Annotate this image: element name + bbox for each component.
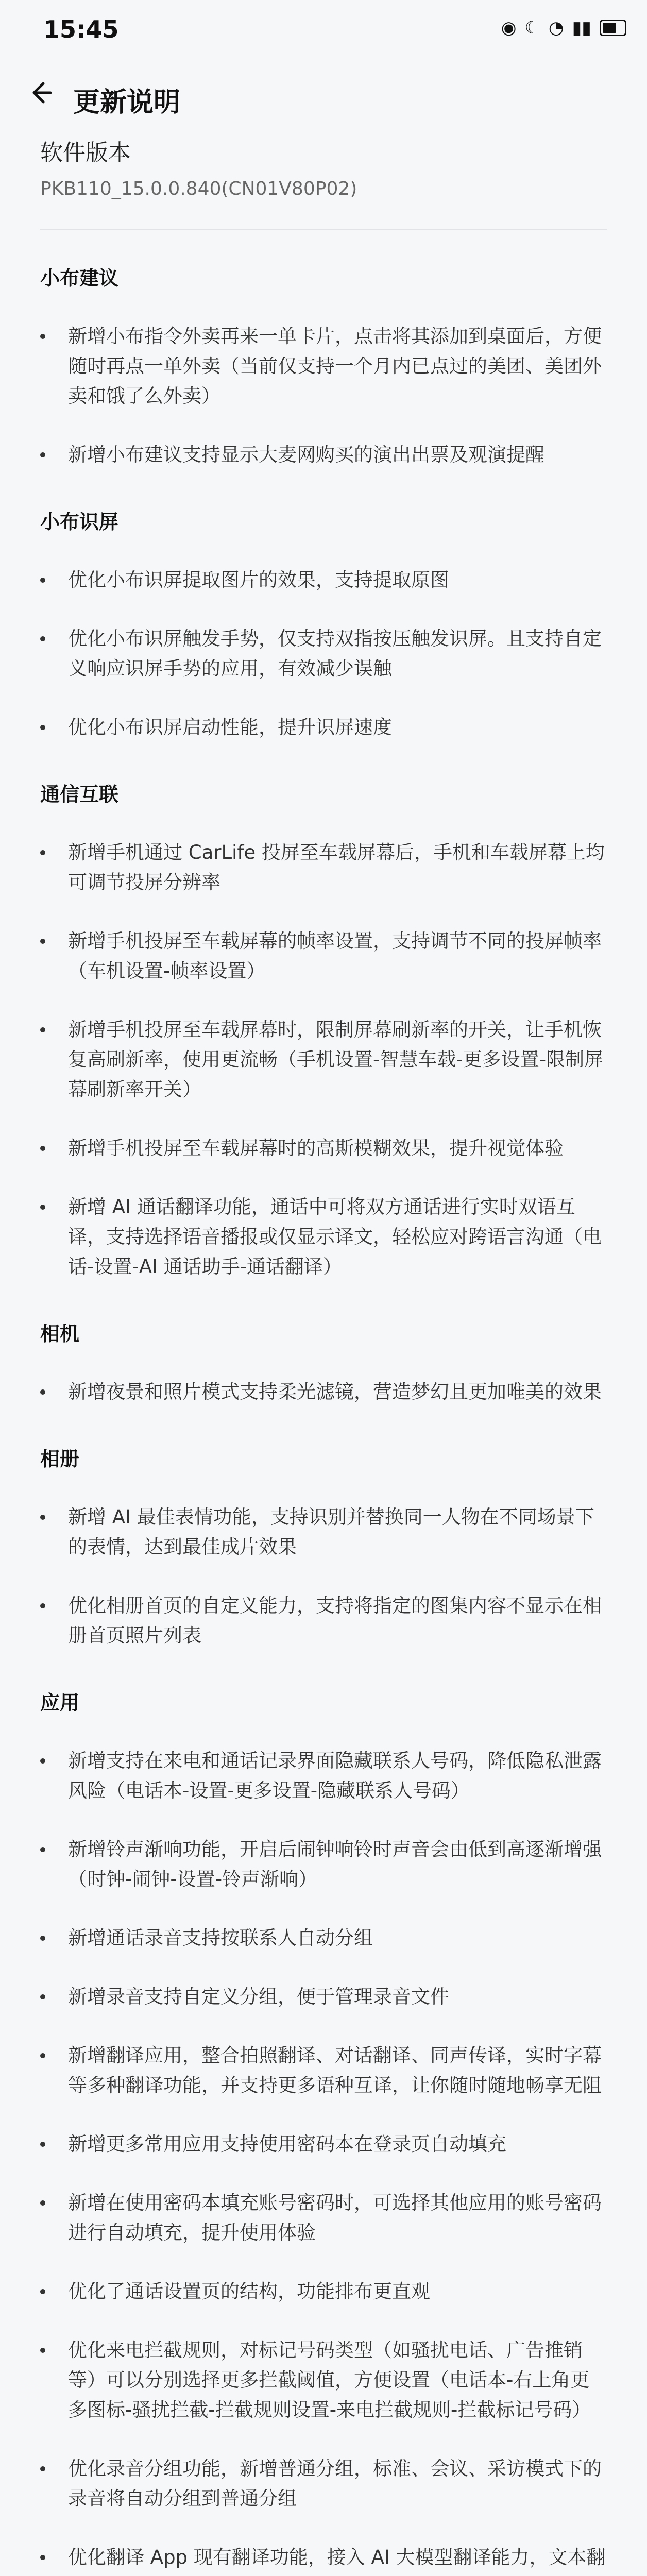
- version-value: PKB110_15.0.0.840(CN01V80P02): [40, 178, 357, 199]
- list-item: 优化小布识屏触发手势，仅支持双指按压触发识屏。且支持自定义响应识屏手势的应用，有效减少误触: [40, 624, 607, 684]
- list-item: 优化录音分组功能，新增普通分组，标准、会议、采访模式下的录音将自动分组到普通分组: [40, 2454, 607, 2514]
- list-item: 优化小布识屏启动性能，提升识屏速度: [40, 713, 607, 742]
- list-item: 新增小布指令外卖再来一单卡片，点击将其添加到桌面后，方便随时再点一单外卖（当前仅支持一个月内已点过的美团、美团外卖和饿了么外卖）: [40, 321, 607, 411]
- back-arrow-icon[interactable]: [25, 77, 56, 108]
- list-item: 新增手机投屏至车载屏幕的帧率设置，支持调节不同的投屏帧率（车机设置-帧率设置）: [40, 926, 607, 986]
- list-item: 新增翻译应用，整合拍照翻译、对话翻译、同声传译，实时字幕等多种翻译功能，并支持更多语种互译，让你随时随地畅享无阻: [40, 2041, 607, 2100]
- status-icons: [501, 18, 626, 38]
- list-item: 新增手机通过 CarLife 投屏至车载屏幕后，手机和车载屏幕上均可调节投屏分辨率: [40, 838, 607, 897]
- list-item: 新增铃声渐响功能，开启后闹钟响铃时声音会由低到高逐渐增强（时钟-闹钟-设置-铃声渐响）: [40, 1835, 607, 1894]
- list-item: 新增小布建议支持显示大麦网购买的演出出票及观演提醒: [40, 440, 607, 470]
- sections-container: [40, 262, 607, 2576]
- do-not-disturb-icon: ☾: [524, 18, 540, 38]
- list-item: 新增通话录音支持按联系人自动分组: [40, 1923, 607, 1953]
- section-title: 通信互联: [40, 783, 119, 806]
- list-item: 优化了通话设置页的结构，功能排布更直观: [40, 2277, 607, 2307]
- list-item: 新增在使用密码本填充账号密码时，可选择其他应用的账号密码进行自动填充，提升使用体验: [40, 2188, 607, 2248]
- status-time: 15:45: [43, 15, 119, 43]
- signal-icon: ▮▮: [572, 18, 591, 38]
- section-title: 应用: [40, 1691, 80, 1714]
- release-notes: [0, 134, 647, 2576]
- section-title: 相册: [40, 1448, 80, 1470]
- list-item: 新增夜景和照片模式支持柔光滤镜，营造梦幻且更加唯美的效果: [40, 1377, 607, 1407]
- section-title: 小布识屏: [40, 511, 119, 533]
- list-item: 优化相册首页的自定义能力，支持将指定的图集内容不显示在相册首页照片列表: [40, 1591, 607, 1651]
- list-item: 新增手机投屏至车载屏幕时的高斯模糊效果，提升视觉体验: [40, 1133, 607, 1163]
- section-title: 小布建议: [40, 267, 119, 290]
- list-item: 新增支持在来电和通话记录界面隐藏联系人号码，降低隐私泄露风险（电话本-设置-更多设置-隐藏联系人号码）: [40, 1746, 607, 1806]
- list-item: 新增录音支持自定义分组，便于管理录音文件: [40, 1982, 607, 2012]
- app-bar: [0, 62, 647, 124]
- list-item: 新增 AI 通话翻译功能，通话中可将双方通话进行实时双语互译，支持选择语音播报或仅显示译文，轻松应对跨语言沟通（电话-设置-AI 通话助手-通话翻译）: [40, 1192, 607, 1282]
- list-item: 新增手机投屏至车载屏幕时，限制屏幕刷新率的开关，让手机恢复高刷新率，使用更流畅（手机设置-智慧车载-更多设置-限制屏幕刷新率开关）: [40, 1015, 607, 1105]
- version-label: 软件版本: [40, 140, 131, 166]
- section-title: 相机: [40, 1323, 80, 1345]
- list-item: 优化小布识屏提取图片的效果，支持提取原图: [40, 565, 607, 595]
- status-bar: [0, 0, 647, 62]
- notification-icon: ◉: [501, 18, 517, 38]
- list-item: 优化翻译 App 现有翻译功能，接入 AI 大模型翻译能力，文本翻: [40, 2543, 607, 2576]
- divider: [40, 229, 607, 230]
- list-item: 新增更多常用应用支持使用密码本在登录页自动填充: [40, 2129, 607, 2159]
- page-title: 更新说明: [73, 87, 181, 118]
- battery-icon: [600, 20, 626, 36]
- list-item: 优化来电拦截规则，对标记号码类型（如骚扰电话、广告推销等）可以分别选择更多拦截阈值，方便设置（电话本-右上角更多图标-骚扰拦截-拦截规则设置-来电拦截规则-拦截标记号码）: [40, 2335, 607, 2425]
- list-item: 新增 AI 最佳表情功能，支持识别并替换同一人物在不同场景下的表情，达到最佳成片效果: [40, 1502, 607, 1562]
- wifi-icon: ◔: [548, 18, 564, 38]
